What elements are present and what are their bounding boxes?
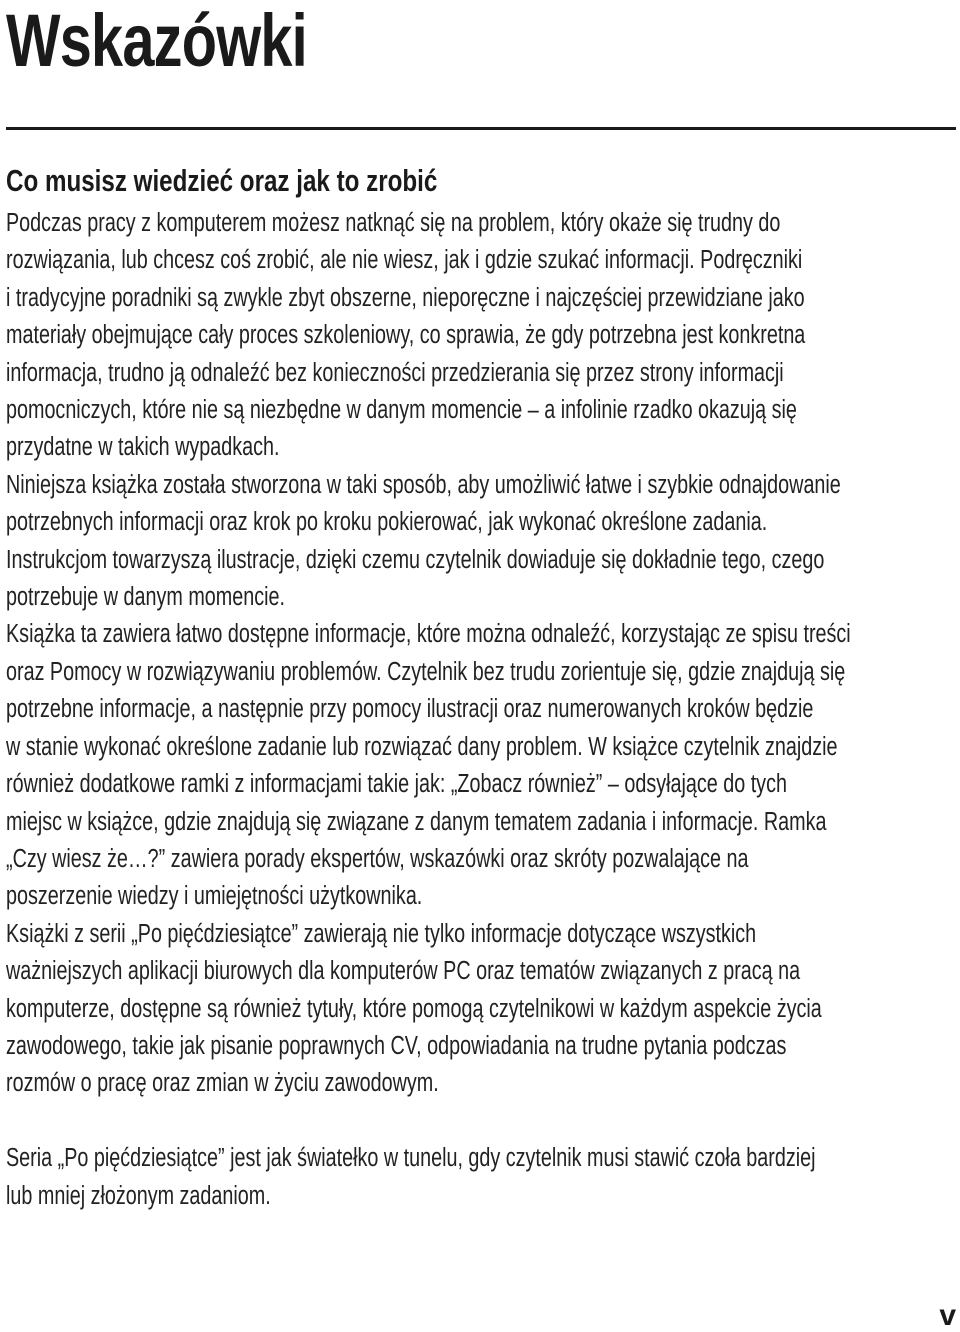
paragraph-gap bbox=[6, 1103, 952, 1140]
body-line: informacja, trudno ją odnaleźć bez konieczności przedzierania się przez strony informacji bbox=[6, 358, 784, 387]
body-line: komputerze, dostępne są również tytuły, które pomogą czytelnikowi w każdym aspekcie życia bbox=[6, 994, 822, 1023]
body-line: oraz Pomocy w rozwiązywaniu problemów. Czytelnik bez trudu zorientuje się, gdzie znajdują się bbox=[6, 657, 846, 686]
body-line: rozmów o pracę oraz zmian w życiu zawodowym. bbox=[6, 1069, 439, 1098]
body-line: Instrukcjom towarzyszą ilustracje, dzięki czemu czytelnik dowiaduje się dokładnie tego, czego bbox=[6, 545, 825, 574]
body-line: przydatne w takich wypadkach. bbox=[6, 433, 280, 462]
body-line: w stanie wykonać określone zadanie lub rozwiązać dany problem. W książce czytelnik znajdzie bbox=[6, 732, 838, 761]
body-line: Podczas pracy z komputerem możesz natknąć się na problem, który okaże się trudny do bbox=[6, 209, 781, 237]
body-line: Książka ta zawiera łatwo dostępne informacje, które można odnaleźć, korzystając ze spisu treści bbox=[6, 620, 851, 649]
body-line: Książki z serii „Po pięćdziesiątce” zawierają nie tylko informacje dotyczące wszystkich bbox=[6, 919, 757, 948]
body-line: materiały obejmujące cały proces szkoleniowy, co sprawia, że gdy potrzebna jest konkretna bbox=[6, 321, 806, 350]
body-line: „Czy wiesz że…?” zawiera porady ekspertów, wskazówki oraz skróty pozwalające na bbox=[6, 844, 749, 873]
section-heading: Co musisz wiedzieć oraz jak to zrobić bbox=[6, 163, 438, 198]
page-number: v bbox=[939, 1299, 956, 1332]
body-line: również dodatkowe ramki z informacjami takie jak: „Zobacz również” – odsyłające do tych bbox=[6, 770, 787, 799]
body-line: miejsc w książce, gdzie znajdują się związane z danym tematem zadania i informacje. Ramka bbox=[6, 807, 827, 836]
body-line: potrzebuje w danym momencie. bbox=[6, 583, 286, 612]
body-line: potrzebne informacje, a następnie przy pomocy ilustracji oraz numerowanych kroków będzie bbox=[6, 695, 814, 724]
body-line: pomocniczych, które nie są niezbędne w danym momencie – a infolinie rzadko okazują się bbox=[6, 396, 797, 425]
body-line: i tradycyjne poradniki są zwykle zbyt obszerne, nieporęczne i najczęściej przewidziane jako bbox=[6, 283, 805, 312]
body-line: potrzebnych informacji oraz krok po kroku pokierować, jak wykonać określone zadania. bbox=[6, 508, 768, 537]
body-line: ważniejszych aplikacji biurowych dla komputerów PC oraz tematów związanych z pracą na bbox=[6, 957, 801, 986]
page-title: Wskazówki bbox=[6, 0, 307, 82]
body-line: Niniejsza książka została stworzona w taki sposób, aby umożliwić łatwe i szybkie odnajdowanie bbox=[6, 470, 841, 499]
title-divider bbox=[6, 127, 956, 130]
body-line: zawodowego, takie jak pisanie poprawnych CV, odpowiadania na trudne pytania podczas bbox=[6, 1031, 787, 1060]
body-line: Seria „Po pięćdziesiątce” jest jak światełko w tunelu, gdy czytelnik musi stawić czoła bardziej bbox=[6, 1144, 816, 1173]
body-line: lub mniej złożonym zadaniom. bbox=[6, 1181, 271, 1210]
body-line: rozwiązania, lub chcesz coś zrobić, ale nie wiesz, jak i gdzie szukać informacji. Podręczniki bbox=[6, 246, 803, 275]
body-line: poszerzenie wiedzy i umiejętności użytkownika. bbox=[6, 882, 423, 911]
body-text bbox=[6, 205, 952, 1215]
